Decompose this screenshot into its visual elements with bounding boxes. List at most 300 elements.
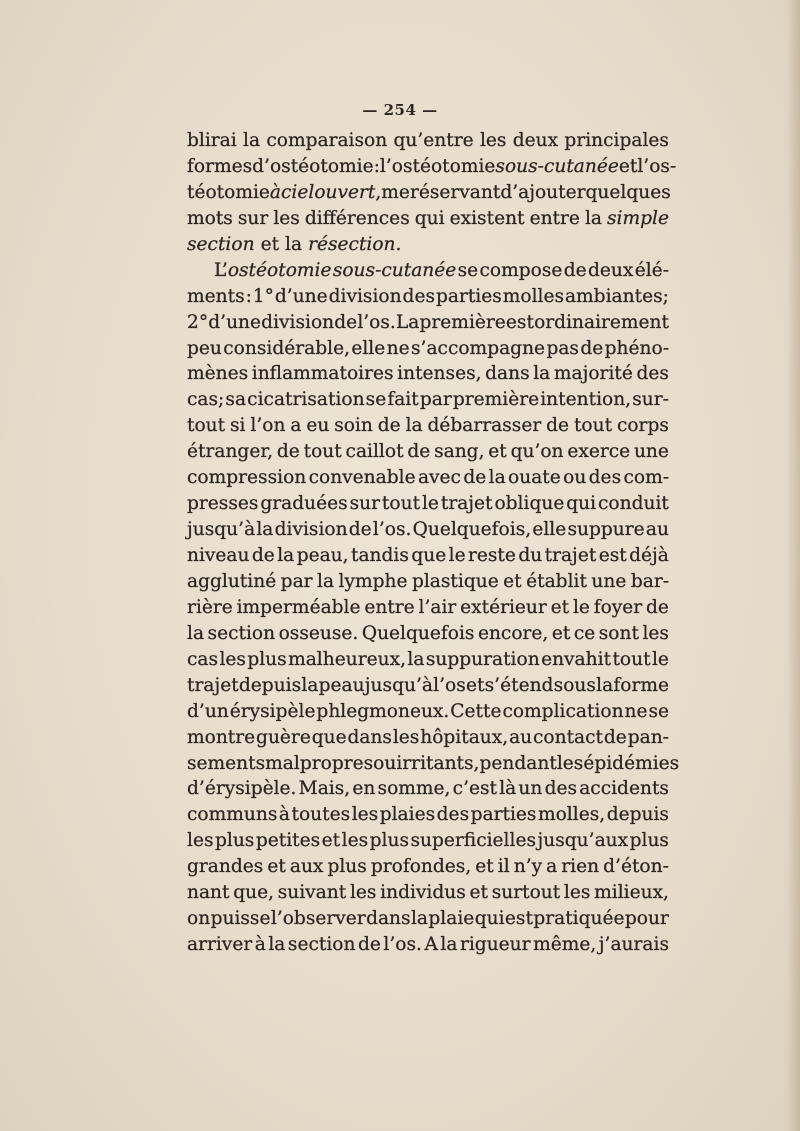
- word: [305, 206, 410, 232]
- word: [237, 595, 361, 621]
- text: c’est: [452, 778, 497, 800]
- text-line: [187, 154, 677, 180]
- text: comparaison: [266, 130, 388, 151]
- word: [350, 491, 380, 517]
- word: [567, 517, 644, 543]
- word: [518, 776, 542, 802]
- text: du: [518, 545, 543, 566]
- text: L’: [214, 259, 228, 281]
- page-edge-shadow: [786, 0, 800, 1131]
- word: [309, 465, 416, 491]
- word: [187, 621, 204, 647]
- text: de: [580, 337, 604, 359]
- text: s’étend: [484, 674, 554, 696]
- text: l’air: [418, 596, 457, 618]
- word: [492, 880, 561, 906]
- word: [434, 439, 484, 465]
- text: est: [505, 311, 534, 333]
- word: [319, 673, 365, 699]
- word: [266, 128, 387, 154]
- word: [187, 569, 276, 595]
- word: [599, 621, 639, 647]
- word: [352, 802, 379, 828]
- text: par: [280, 570, 313, 592]
- text: la: [440, 934, 458, 956]
- text: d’éton-: [603, 856, 669, 878]
- word: [554, 673, 596, 699]
- word: [208, 621, 276, 647]
- word: [415, 206, 445, 232]
- word: [646, 517, 669, 543]
- text: les: [479, 130, 507, 151]
- word: [187, 802, 277, 828]
- text: corps: [616, 415, 669, 437]
- word: [418, 465, 461, 491]
- word: [288, 647, 406, 673]
- text: section: [287, 934, 356, 956]
- word: [378, 413, 401, 439]
- text: pour: [624, 908, 669, 930]
- text: somme,: [377, 778, 451, 800]
- word: [329, 284, 402, 310]
- word: [557, 751, 584, 777]
- word: [546, 413, 569, 439]
- text-line: [187, 647, 669, 673]
- text: élé-: [634, 259, 669, 281]
- word: [503, 569, 521, 595]
- italic-text: section: [187, 233, 255, 255]
- word: [561, 854, 599, 880]
- text-line: [187, 673, 669, 699]
- text: les: [349, 882, 377, 904]
- text-line: [187, 595, 669, 621]
- italic-text: ciel: [281, 181, 315, 203]
- text: tout: [303, 441, 342, 463]
- text: communs: [187, 804, 278, 826]
- text: le: [572, 596, 590, 618]
- text: plus: [247, 648, 287, 670]
- text: étranger,: [187, 441, 274, 463]
- word: [339, 569, 408, 595]
- word: [187, 361, 248, 387]
- text: une: [591, 570, 627, 592]
- text: par: [419, 389, 452, 411]
- word: [554, 361, 633, 387]
- word: [485, 673, 554, 699]
- text: les: [563, 882, 591, 904]
- word: [441, 491, 493, 517]
- text: deux: [512, 130, 559, 151]
- word: [333, 258, 456, 284]
- text: deux: [588, 259, 634, 281]
- word: [334, 413, 373, 439]
- text-line: [187, 569, 669, 595]
- text: hôpitaux,: [420, 726, 509, 748]
- word: [596, 673, 613, 699]
- text: sa: [225, 389, 247, 411]
- word: [480, 258, 563, 284]
- text: de: [334, 311, 358, 333]
- word: [599, 932, 669, 958]
- word: [297, 543, 349, 569]
- text: phéno-: [604, 337, 669, 359]
- word: [187, 828, 214, 854]
- word: [403, 284, 435, 310]
- text-line: [187, 517, 669, 543]
- text: entre: [529, 207, 580, 229]
- text: molles: [502, 285, 565, 307]
- text: la: [533, 363, 551, 385]
- word: [366, 387, 387, 413]
- text: les: [187, 830, 214, 852]
- word: [422, 491, 439, 517]
- text: :: [373, 155, 380, 177]
- word: [564, 128, 669, 154]
- word: [349, 517, 372, 543]
- word: [288, 932, 356, 958]
- text: ce: [573, 622, 596, 644]
- word: [301, 673, 318, 699]
- word: [371, 854, 471, 880]
- text: les: [392, 726, 420, 748]
- word: [252, 154, 373, 180]
- word: [187, 751, 265, 777]
- word: [573, 595, 590, 621]
- text: puisse: [210, 908, 271, 930]
- italic-text: résection.: [308, 233, 402, 255]
- text: blirai: [187, 130, 237, 151]
- text: s’accompagne: [411, 337, 546, 359]
- text: guère: [256, 726, 311, 748]
- text: nant: [187, 882, 230, 904]
- word: [187, 543, 250, 569]
- text: intention,: [540, 389, 632, 411]
- text: est: [504, 908, 533, 930]
- word: [613, 673, 669, 699]
- word: [215, 828, 254, 854]
- text: rien: [561, 856, 600, 878]
- word: [420, 387, 452, 413]
- text: qu’on: [510, 441, 564, 463]
- word: [281, 569, 313, 595]
- text: surtout: [491, 882, 561, 904]
- text: graduées: [260, 493, 348, 515]
- text: reste: [467, 545, 516, 566]
- word: [387, 387, 418, 413]
- word: [530, 206, 580, 232]
- word: [534, 310, 669, 336]
- text-line: [187, 802, 669, 828]
- text: ordinairement: [534, 311, 669, 333]
- text: ments: [187, 285, 245, 307]
- word: [256, 828, 320, 854]
- italic-text: simple: [607, 207, 669, 229]
- text-line: [187, 206, 669, 232]
- text: de: [357, 934, 381, 956]
- text: ne: [624, 700, 648, 722]
- word: [545, 776, 577, 802]
- word: [187, 932, 252, 958]
- word: [246, 284, 252, 310]
- word: [636, 361, 668, 387]
- word: [273, 206, 300, 232]
- word: [219, 647, 246, 673]
- word: [540, 387, 631, 413]
- text: la: [256, 519, 274, 541]
- text: :: [245, 285, 252, 307]
- text: d’ajouter: [500, 181, 586, 203]
- text: ou: [373, 752, 397, 774]
- word: [478, 621, 548, 647]
- text: d’érysipèle.: [187, 778, 297, 800]
- word: [453, 776, 497, 802]
- word: [574, 413, 612, 439]
- text: de: [463, 467, 487, 489]
- word: [551, 595, 569, 621]
- text: exerce: [567, 441, 631, 463]
- word: [261, 310, 334, 336]
- text: sur: [349, 493, 380, 515]
- word: [625, 906, 669, 932]
- text: jusqu’à: [187, 519, 256, 541]
- text: première: [452, 389, 540, 411]
- text: foyer: [593, 596, 643, 618]
- text: niveau: [187, 545, 250, 566]
- text: jusqu’aux: [537, 830, 629, 852]
- text: elle: [351, 337, 386, 359]
- word: [380, 154, 496, 180]
- text-line: [187, 413, 669, 439]
- word: [428, 413, 542, 439]
- word: [564, 880, 591, 906]
- word: [460, 595, 547, 621]
- text: pendant: [479, 752, 557, 774]
- text: établit: [526, 570, 587, 592]
- word: [630, 828, 669, 854]
- word: [546, 336, 579, 362]
- text: considérable,: [223, 337, 350, 359]
- word: [255, 932, 266, 958]
- word: [580, 336, 603, 362]
- word: [299, 776, 351, 802]
- text: l’ostéotomie: [379, 155, 496, 177]
- text: la: [596, 674, 614, 696]
- word: [279, 802, 290, 828]
- word: [564, 258, 587, 284]
- word: [247, 387, 364, 413]
- word: [460, 932, 531, 958]
- text: existent: [449, 207, 525, 229]
- word: [362, 621, 475, 647]
- word: [545, 543, 597, 569]
- text: Mais,: [298, 778, 351, 800]
- word: [187, 284, 245, 310]
- word: [468, 543, 516, 569]
- text: d’ostéotomie: [252, 155, 374, 177]
- word: [393, 725, 420, 751]
- word: [292, 802, 351, 828]
- text: compression: [187, 467, 307, 489]
- text: parties: [470, 804, 537, 826]
- text: arriver: [187, 934, 253, 956]
- text: première: [419, 311, 506, 333]
- word: [605, 336, 669, 362]
- text-line: [187, 854, 669, 880]
- word: [585, 206, 602, 232]
- text: avec: [417, 467, 461, 489]
- word: [533, 932, 596, 958]
- text: plus: [369, 830, 409, 852]
- text: A: [424, 934, 438, 956]
- text: dans: [366, 908, 411, 930]
- word: [187, 413, 225, 439]
- text: fait: [387, 389, 419, 411]
- text: de: [348, 519, 372, 541]
- text: sang,: [434, 441, 485, 463]
- text: qui: [566, 493, 597, 515]
- word: [475, 906, 505, 932]
- word: [583, 751, 679, 777]
- text: agglutiné: [187, 570, 277, 592]
- text: débarrasser: [427, 415, 542, 437]
- word: [382, 491, 420, 517]
- text: le: [421, 493, 439, 515]
- word: [514, 854, 542, 880]
- text: quelques: [585, 181, 671, 203]
- word: [526, 569, 587, 595]
- text-line: [187, 336, 669, 362]
- word: [509, 725, 532, 751]
- word: [187, 439, 273, 465]
- word: [488, 439, 506, 465]
- word: [420, 725, 508, 751]
- text: depuis: [238, 674, 302, 696]
- text-line: [187, 491, 669, 517]
- text: mots: [187, 207, 233, 229]
- word: [214, 258, 331, 284]
- word: [420, 310, 506, 336]
- text: la: [243, 130, 261, 151]
- text: au: [509, 726, 533, 748]
- word: [533, 725, 603, 751]
- word: [208, 310, 261, 336]
- word: [628, 725, 669, 751]
- text: plus: [214, 830, 255, 852]
- word: [267, 854, 285, 880]
- text: la: [584, 207, 602, 229]
- text: l’os.: [357, 311, 396, 333]
- text: de: [546, 415, 570, 437]
- text: conduit: [598, 493, 669, 515]
- word: [256, 517, 273, 543]
- word: [412, 569, 499, 595]
- text: d’un: [187, 700, 229, 722]
- text: et: [465, 674, 485, 696]
- text: ,: [375, 181, 382, 203]
- text: aux: [289, 856, 324, 878]
- text: oblique: [494, 493, 565, 515]
- text: téotomie: [187, 181, 270, 203]
- text: division: [261, 311, 335, 333]
- word: [604, 725, 627, 751]
- text: caillot: [345, 441, 404, 463]
- word: [225, 387, 246, 413]
- text: majorité: [553, 363, 633, 385]
- word: [642, 621, 669, 647]
- word: [466, 673, 484, 699]
- word: [256, 725, 311, 751]
- text: soin: [334, 415, 373, 437]
- text-line: [187, 543, 669, 569]
- word: [508, 465, 561, 491]
- italic-text: sous-cutanée: [495, 155, 619, 177]
- text: les: [642, 622, 669, 644]
- text: même,: [533, 934, 597, 956]
- word: [373, 751, 396, 777]
- word: [187, 699, 229, 725]
- word: [314, 180, 381, 206]
- word: [440, 932, 457, 958]
- word: [187, 154, 252, 180]
- word: [411, 543, 446, 569]
- word: [358, 932, 381, 958]
- text: la: [410, 908, 429, 930]
- word: [187, 206, 233, 232]
- word: [634, 439, 669, 465]
- word: [233, 880, 274, 906]
- word: [588, 258, 633, 284]
- text: le: [448, 545, 466, 566]
- text: déjà: [629, 545, 669, 566]
- word: [187, 854, 263, 880]
- text: si: [230, 415, 246, 437]
- word: [342, 828, 369, 854]
- word: [327, 854, 366, 880]
- word: [187, 647, 218, 673]
- text: d’une: [274, 285, 328, 307]
- word: [471, 802, 537, 828]
- word: [426, 647, 540, 673]
- text: montre: [187, 726, 256, 748]
- text: une: [633, 441, 669, 463]
- word: [308, 232, 401, 258]
- word: [411, 906, 428, 932]
- text: l’on: [250, 415, 286, 437]
- text: suppuration: [425, 648, 540, 670]
- text: épidémies: [583, 752, 680, 774]
- text: phlegmoneux.: [316, 700, 450, 722]
- word: [479, 751, 556, 777]
- text: division: [274, 519, 348, 541]
- text: sements: [187, 752, 266, 774]
- text: les: [556, 752, 584, 774]
- word: [437, 802, 469, 828]
- text: des: [402, 285, 435, 307]
- word: [380, 802, 435, 828]
- text: tout: [612, 648, 651, 670]
- word: [410, 180, 500, 206]
- word: [511, 439, 564, 465]
- text: cas: [187, 648, 219, 670]
- word: [407, 647, 424, 673]
- text-line: [187, 310, 669, 336]
- word: [230, 699, 316, 725]
- text: au: [645, 519, 669, 541]
- text-line: [187, 180, 669, 206]
- word: [381, 180, 410, 206]
- word: [406, 413, 423, 439]
- word: [458, 258, 479, 284]
